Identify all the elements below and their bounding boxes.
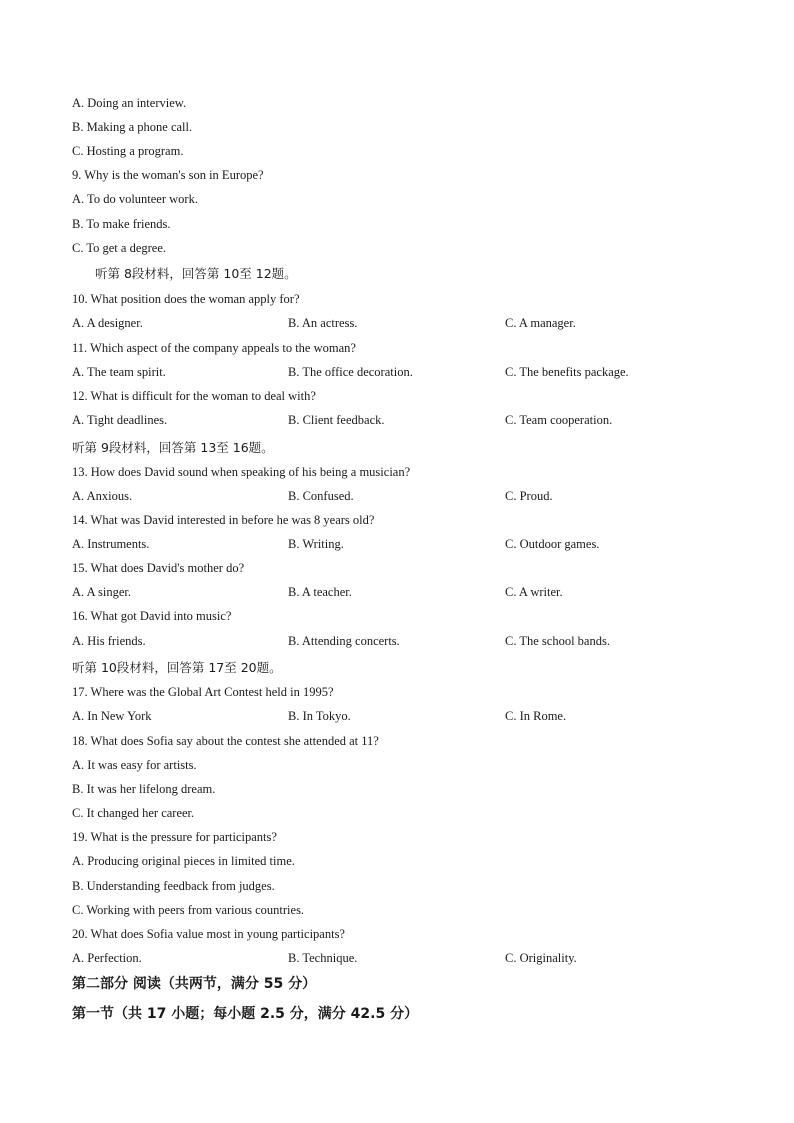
q16-question: 16. What got David into music? [72, 609, 232, 623]
q12-option-b: B. Client feedback. [288, 413, 385, 427]
q12-option-c: C. Team cooperation. [505, 413, 613, 427]
q8-option-b: B. Making a phone call. [72, 120, 193, 134]
q13-option-c: C. Proud. [505, 489, 553, 503]
q15-option-a: A. A singer. [72, 585, 132, 599]
q19-option-b: B. Understanding feedback from judges. [72, 879, 275, 893]
q14-option-c: C. Outdoor games. [505, 537, 600, 551]
q12-question: 12. What is difficult for the woman to deal with? [72, 389, 316, 403]
q20-option-c: C. Originality. [505, 951, 577, 965]
q19-question: 19. What is the pressure for participants? [72, 830, 277, 844]
q16-option-c: C. The school bands. [505, 634, 610, 648]
q18-question: 18. What does Sofia say about the contest she attended at 11? [72, 734, 379, 748]
q8-option-a: A. Doing an interview. [72, 96, 187, 110]
q17-option-b: B. In Tokyo. [288, 709, 351, 723]
q18-option-c: C. It changed her career. [72, 806, 195, 820]
q11-option-a: A. The team spirit. [72, 365, 166, 379]
q9-option-a: A. To do volunteer work. [72, 192, 198, 206]
section-1-heading: 第一节（共 17 小题；每小题 2.5 分，满分 42.5 分） [72, 1006, 419, 1022]
q14-question: 14. What was David interested in before he was 8 years old? [72, 513, 375, 527]
q19-option-a: A. Producing original pieces in limited time. [72, 854, 295, 868]
q20-option-b: B. Technique. [288, 951, 358, 965]
q10-option-a: A. A designer. [72, 316, 143, 330]
q11-question: 11. Which aspect of the company appeals to the woman? [72, 341, 356, 355]
q17-option-a: A. In New York [72, 709, 152, 723]
q18-option-a: A. It was easy for artists. [72, 758, 197, 772]
q11-option-c: C. The benefits package. [505, 365, 629, 379]
q9-question: 9. Why is the woman's son in Europe? [72, 168, 264, 182]
q15-option-c: C. A writer. [505, 585, 563, 599]
q13-option-b: B. Confused. [288, 489, 354, 503]
q17-option-c: C. In Rome. [505, 709, 567, 723]
q10-option-b: B. An actress. [288, 316, 358, 330]
q12-option-a: A. Tight deadlines. [72, 413, 168, 427]
section-9-instruction: 听第 9段材料，回答第 13至 16题。 [72, 440, 274, 455]
q9-option-c: C. To get a degree. [72, 241, 167, 255]
q13-question: 13. How does David sound when speaking of his being a musician? [72, 465, 411, 479]
q13-option-a: A. Anxious. [72, 489, 133, 503]
q14-option-a: A. Instruments. [72, 537, 150, 551]
q14-option-b: B. Writing. [288, 537, 344, 551]
section-8-instruction: 听第 8段材料，回答第 10至 12题。 [95, 266, 297, 281]
section-10-instruction: 听第 10段材料，回答第 17至 20题。 [72, 660, 282, 675]
q16-option-a: A. His friends. [72, 634, 146, 648]
q15-option-b: B. A teacher. [288, 585, 352, 599]
q8-option-c: C. Hosting a program. [72, 144, 184, 158]
q20-question: 20. What does Sofia value most in young participants? [72, 927, 345, 941]
q19-option-c: C. Working with peers from various countries. [72, 903, 305, 917]
q11-option-b: B. The office decoration. [288, 365, 413, 379]
q10-question: 10. What position does the woman apply for? [72, 292, 300, 306]
q15-question: 15. What does David's mother do? [72, 561, 245, 575]
q20-option-a: A. Perfection. [72, 951, 142, 965]
q10-option-c: C. A manager. [505, 316, 576, 330]
q9-option-b: B. To make friends. [72, 217, 171, 231]
part-2-heading: 第二部分 阅读（共两节，满分 55 分） [72, 976, 317, 992]
q17-question: 17. Where was the Global Art Contest held in 1995? [72, 685, 334, 699]
q18-option-b: B. It was her lifelong dream. [72, 782, 216, 796]
q16-option-b: B. Attending concerts. [288, 634, 400, 648]
